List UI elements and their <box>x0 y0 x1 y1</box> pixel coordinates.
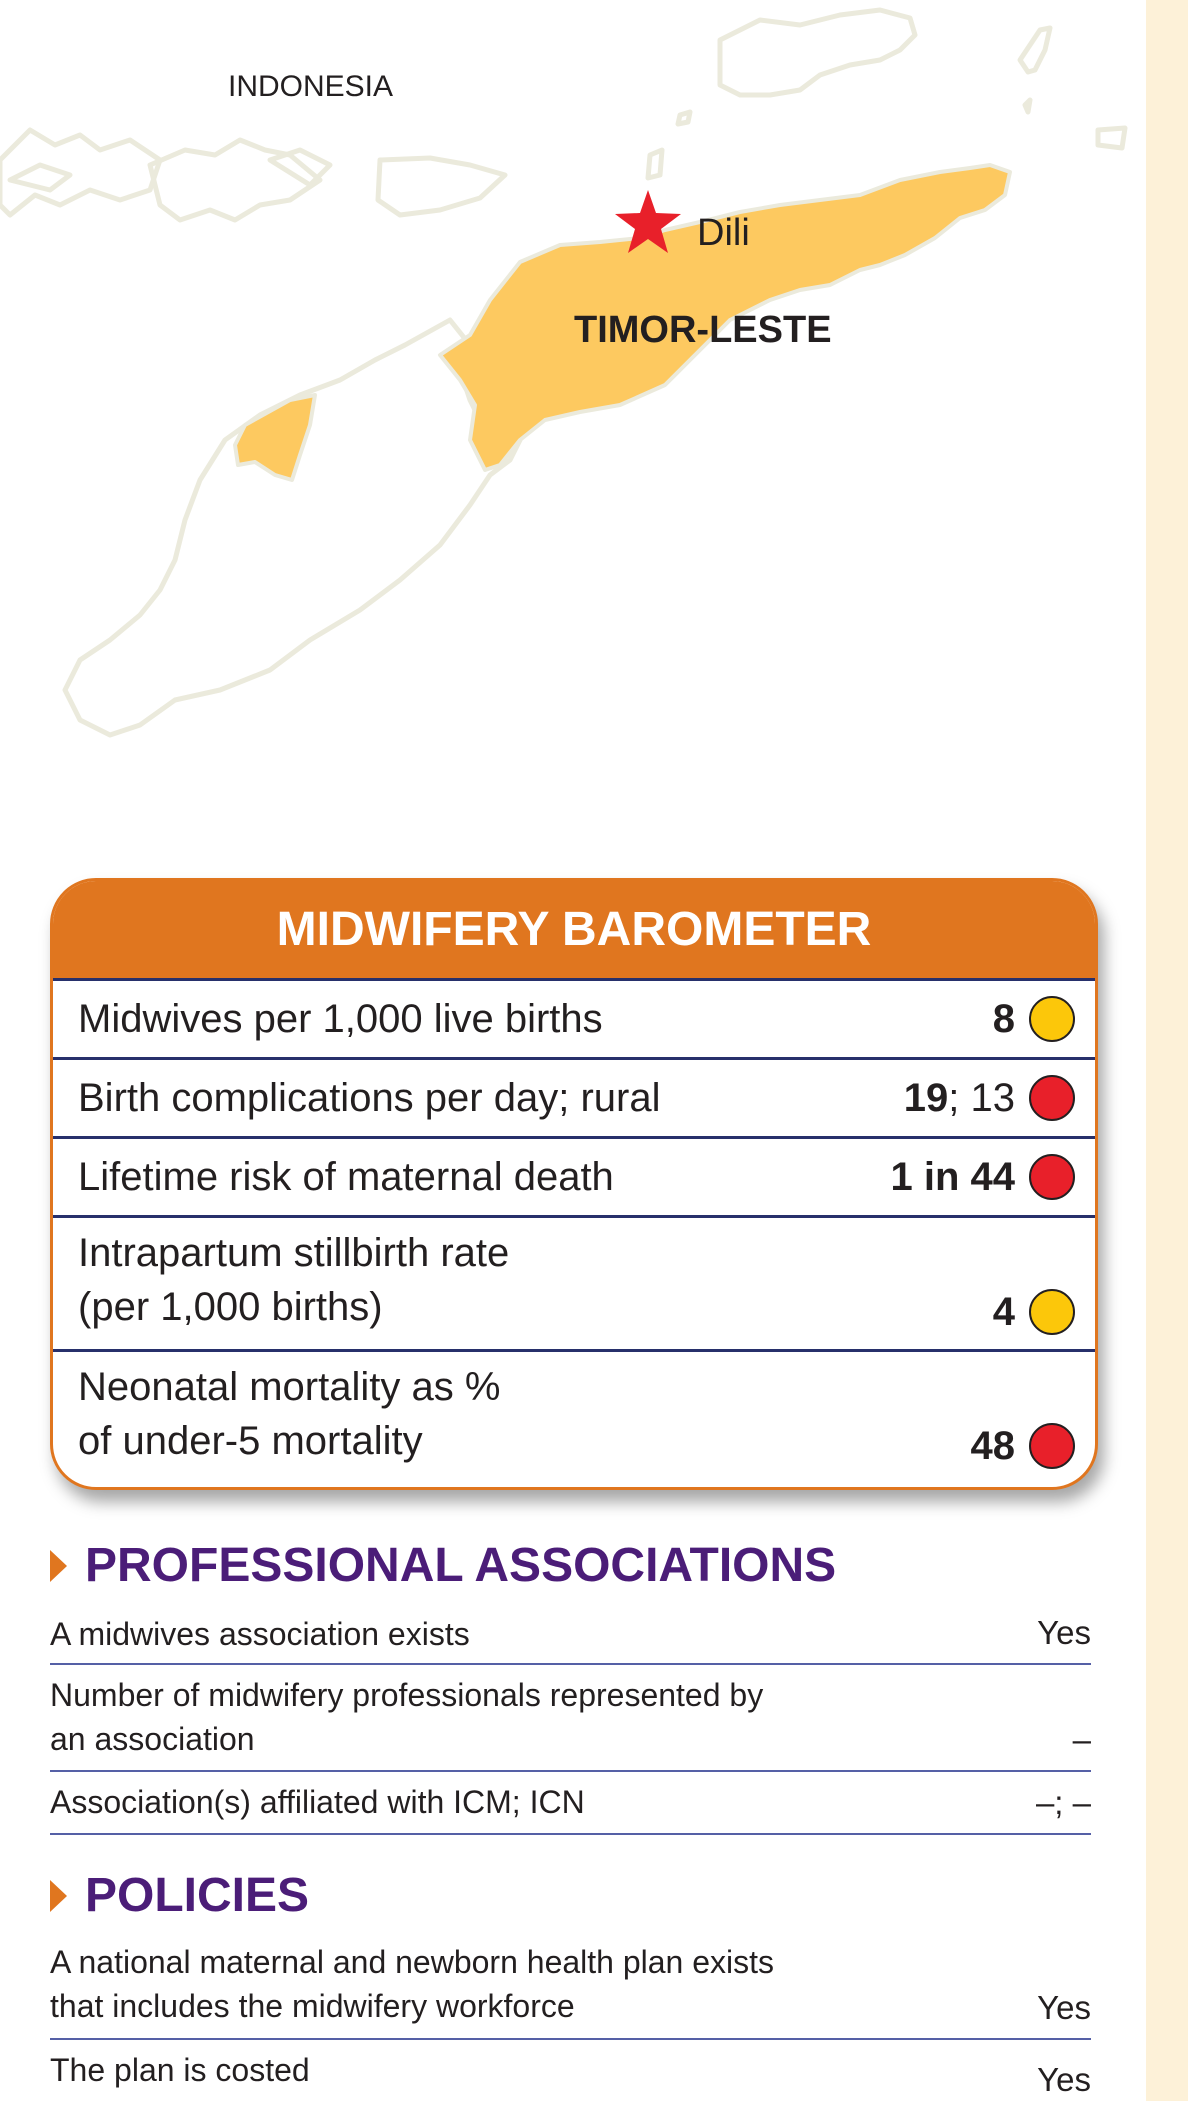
table-row: A national maternal and newborn health plan exists that includes the midwifery workforce Yes <box>50 1938 1091 2040</box>
barometer-row-lifetime-risk <box>53 1136 1095 1215</box>
status-red-icon <box>1029 1154 1075 1200</box>
oecusse-enclave <box>235 395 315 480</box>
table-row: Association(s) affiliated with ICM; ICN –; – <box>50 1772 1091 1835</box>
table-row: The plan is costed Yes <box>50 2052 1091 2098</box>
barometer-row-label: Lifetime risk of maternal death <box>78 1155 614 1199</box>
side-band <box>1146 0 1188 2101</box>
barometer-row-value: 19; 13 <box>904 1075 1075 1121</box>
policies-heading: POLICIES <box>50 1868 309 1923</box>
professional-associations-table <box>50 1608 1091 1835</box>
barometer-title: MIDWIFERY BAROMETER <box>53 881 1095 978</box>
timor-leste-map <box>0 0 1146 800</box>
barometer-row-label: Birth complications per day; rural <box>78 1076 661 1120</box>
table-row: Number of midwifery professionals represented by an association – <box>50 1665 1091 1772</box>
country-label: TIMOR-LESTE <box>574 309 832 351</box>
status-red-icon <box>1029 1423 1075 1469</box>
barometer-row-stillbirth <box>53 1215 1095 1349</box>
barometer-row-label: Neonatal mortality as % of under-5 mortality <box>78 1365 501 1463</box>
triangle-bullet-icon <box>50 1880 67 1912</box>
table-row: A midwives association exists Yes <box>50 1608 1091 1665</box>
professional-associations-heading: PROFESSIONAL ASSOCIATIONS <box>50 1538 836 1593</box>
barometer-row-midwives <box>53 978 1095 1057</box>
barometer-row-birth-complications <box>53 1057 1095 1136</box>
barometer-row-value: 1 in 44 <box>890 1154 1075 1200</box>
status-yellow-icon <box>1029 1289 1075 1335</box>
policies-table <box>50 1938 1091 2102</box>
midwifery-barometer <box>50 878 1098 1490</box>
capital-label: Dili <box>697 212 750 254</box>
status-red-icon <box>1029 1075 1075 1121</box>
status-yellow-icon <box>1029 996 1075 1042</box>
barometer-row-value: 8 <box>993 996 1075 1042</box>
barometer-row-label: Intrapartum stillbirth rate (per 1,000 births) <box>78 1231 510 1329</box>
region-label: INDONESIA <box>228 70 394 103</box>
barometer-row-value: 48 <box>971 1423 1076 1469</box>
barometer-row-neonatal <box>53 1349 1095 1483</box>
barometer-row-value: 4 <box>993 1289 1075 1335</box>
barometer-row-label: Midwives per 1,000 live births <box>78 997 603 1041</box>
triangle-bullet-icon <box>50 1550 67 1582</box>
